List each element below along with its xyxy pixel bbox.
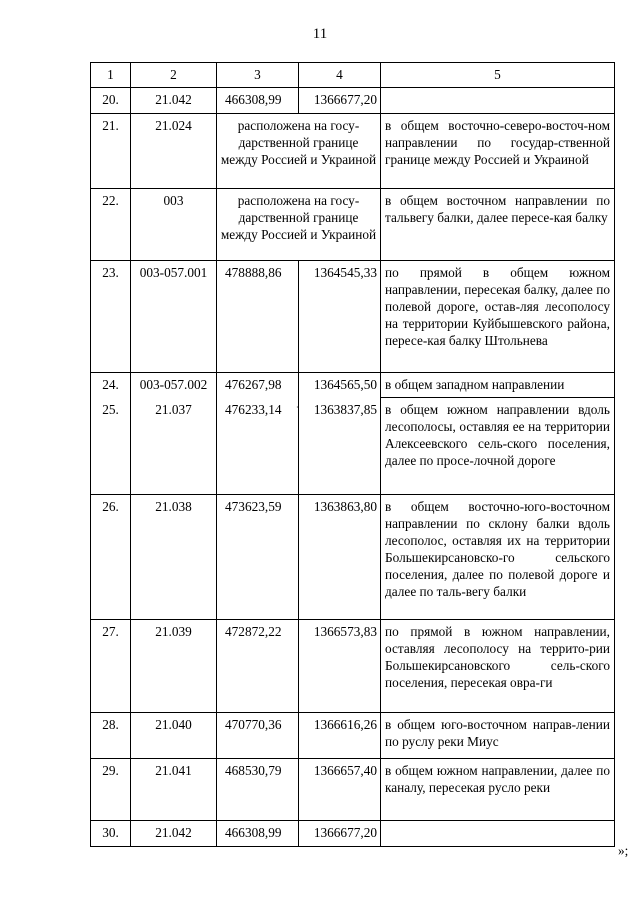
point-code: 21.039 bbox=[131, 620, 217, 713]
table-row bbox=[91, 114, 615, 189]
route-description: в общем юго-восточном направ-лении по руслу реки Миус bbox=[381, 713, 615, 759]
row-number: 21. bbox=[91, 114, 131, 189]
header-cell: 1 bbox=[91, 63, 131, 88]
table-row bbox=[91, 821, 615, 847]
x-coordinate: 470770,36 bbox=[217, 713, 299, 759]
table-row bbox=[91, 495, 615, 620]
row-number: 23. bbox=[91, 261, 131, 373]
table-row bbox=[91, 713, 615, 759]
x-coordinate: 476267,98 bbox=[217, 373, 299, 398]
point-code: 003-057.002 bbox=[131, 373, 217, 398]
y-coordinate: 1363863,80 bbox=[299, 495, 381, 620]
boundary-points-table bbox=[90, 62, 615, 847]
x-coordinate: 472872,22 bbox=[217, 620, 299, 713]
closing-quote: »; bbox=[618, 843, 629, 858]
point-code: 21.041 bbox=[131, 759, 217, 821]
x-coordinate: 466308,99 bbox=[217, 821, 299, 847]
y-coordinate: 1363837,85 bbox=[299, 398, 381, 495]
route-description bbox=[381, 88, 615, 114]
y-coordinate: 1366677,20 bbox=[299, 821, 381, 847]
point-code: 21.042 bbox=[131, 821, 217, 847]
route-description: в общем южном направлении вдоль лесополосы, оставляя ее на территории Алексеевского сель-ского поселения, далее по просе-лочной дороге bbox=[381, 398, 615, 495]
table-row bbox=[91, 398, 615, 495]
route-description: в общем южном направлении, далее по каналу, пересекая русло реки bbox=[381, 759, 615, 821]
route-description bbox=[381, 821, 615, 847]
point-code: 21.040 bbox=[131, 713, 217, 759]
table-row bbox=[91, 620, 615, 713]
row-number: 28. bbox=[91, 713, 131, 759]
point-code: 21.024 bbox=[131, 114, 217, 189]
route-description: в общем западном направлении bbox=[381, 373, 615, 398]
row-number: 22. bbox=[91, 189, 131, 261]
x-coordinate: 478888,86 bbox=[217, 261, 299, 373]
row-number: 27. bbox=[91, 620, 131, 713]
table-row bbox=[91, 759, 615, 821]
x-coordinate: 473623,59 bbox=[217, 495, 299, 620]
page-number: 11 bbox=[312, 26, 328, 42]
table-header-row bbox=[91, 63, 615, 88]
route-description: по прямой в общем южном направлении, пересекая балку, далее по полевой дороге, остав-ляя лесополосу на территории Куйбышевского района, пересе-кая балку Штольнева bbox=[381, 261, 615, 373]
header-cell: 5 bbox=[381, 63, 615, 88]
row-number: 20. bbox=[91, 88, 131, 114]
point-code: 003 bbox=[131, 189, 217, 261]
stray-dot: · bbox=[296, 403, 299, 412]
y-coordinate: 1366573,83 bbox=[299, 620, 381, 713]
header-cell: 2 bbox=[131, 63, 217, 88]
route-description: в общем восточно-северо-восточ-ном направлении по государ-ственной границе между Россией и Украиной bbox=[381, 114, 615, 189]
route-description: в общем восточном направлении по тальвегу балки, далее пересе-кая балку bbox=[381, 189, 615, 261]
row-number: 30. bbox=[91, 821, 131, 847]
row-number: 26. bbox=[91, 495, 131, 620]
y-coordinate: 1366657,40 bbox=[299, 759, 381, 821]
row-number: 25. bbox=[91, 398, 131, 495]
y-coordinate: 1366616,26 bbox=[299, 713, 381, 759]
route-description: в общем восточно-юго-восточном направлении по склону балки вдоль лесополос, оставляя их на территории Большекирсановско-го сельского поселения, далее по полевой дороге и далее по таль-вегу балки bbox=[381, 495, 615, 620]
location-note: расположена на госу-дарственной границе между Россией и Украиной bbox=[217, 114, 381, 189]
point-code: 003-057.001 bbox=[131, 261, 217, 373]
table-row bbox=[91, 373, 615, 398]
table-row bbox=[91, 88, 615, 114]
location-note: расположена на госу-дарственной границе между Россией и Украиной bbox=[217, 189, 381, 261]
table-row bbox=[91, 189, 615, 261]
x-coordinate: 468530,79 bbox=[217, 759, 299, 821]
y-coordinate: 1366677,20 bbox=[299, 88, 381, 114]
y-coordinate: 1364545,33 bbox=[299, 261, 381, 373]
row-number: 29. bbox=[91, 759, 131, 821]
route-description: по прямой в южном направлении, оставляя лесополосу на террито-рии Большекирсановского сель-ского поселения, пересекая овра-ги bbox=[381, 620, 615, 713]
x-coordinate: 466308,99 bbox=[217, 88, 299, 114]
y-coordinate: 1364565,50 bbox=[299, 373, 381, 398]
header-cell: 4 bbox=[299, 63, 381, 88]
table-row bbox=[91, 261, 615, 373]
point-code: 21.038 bbox=[131, 495, 217, 620]
point-code: 21.042 bbox=[131, 88, 217, 114]
header-cell: 3 bbox=[217, 63, 299, 88]
x-coordinate: 476233,14 bbox=[217, 398, 299, 495]
row-number: 24. bbox=[91, 373, 131, 398]
point-code: 21.037 bbox=[131, 398, 217, 495]
